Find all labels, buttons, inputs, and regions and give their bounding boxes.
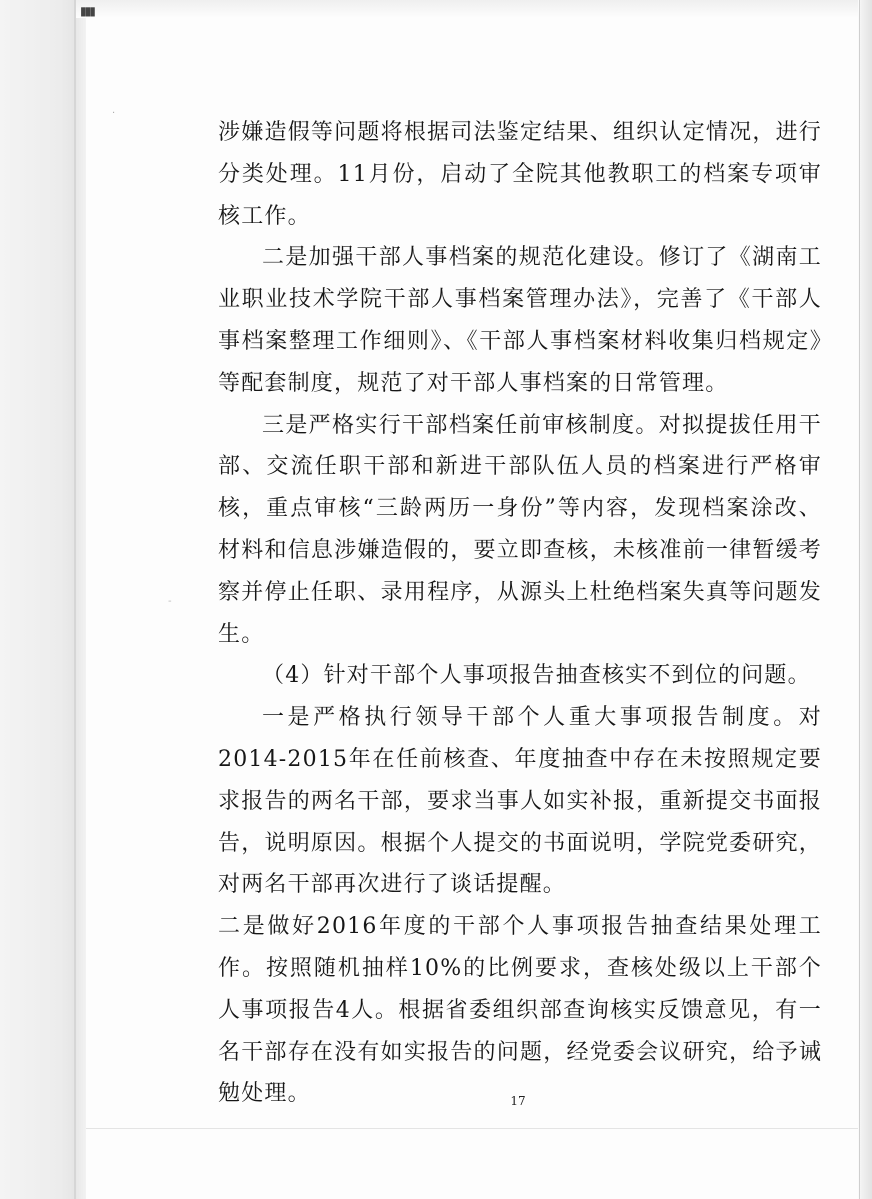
paragraph-2: 二是加强干部人事档案的规范化建设。修订了《湖南工业职业技术学院干部人事档案管理办法》，完善了《干部人事档案整理工作细则》、《干部人事档案材料收集归档规定》等配套制度，规范了对干部人事档案的日常管理。	[218, 245, 822, 396]
scan-right-edge	[858, 0, 872, 1199]
paragraph-6: 二是做好2016年度的干部个人事项报告抽查结果处理工作。按照随机抽样10%的比例要求，查核处级以上干部个人事项报告4人。根据省委组织部查询核实反馈意见，有一名干部存在没有如实报告的问题，经党委会议研究，给予诫勉处理。	[218, 914, 822, 1107]
scan-dash-icon: -	[168, 596, 172, 607]
scan-dot-icon: ·	[112, 108, 116, 119]
scan-bottom-line	[86, 1128, 858, 1129]
paragraph-3: 三是严格实行干部档案任前审核制度。对拟提拔任用干部、交流任职干部和新进干部队伍人员的档案进行严格审核，重点审核“三龄两历一身份”等内容，发现档案涂改、材料和信息涉嫌造假的，要立即查核，未核准前一律暂缓考察并停止任职、录用程序，从源头上杜绝档案失真等问题发生。	[218, 412, 822, 647]
paragraph-1: 涉嫌造假等问题将根据司法鉴定结果、组织认定情况，进行分类处理。11月份，启动了全院其他教职工的档案专项审核工作。	[218, 120, 822, 229]
scan-left-edge-line	[74, 0, 76, 1199]
scan-speck-icon: ▮▮▮	[80, 4, 94, 18]
paragraph-5: 一是严格执行领导干部个人重大事项报告制度。对2014-2015年在任前核查、年度抽查中存在未按照规定要求报告的两名干部，要求当事人如实补报，重新提交书面报告，说明原因。根据个人提交的书面说明，学院党委研究，对两名干部再次进行了谈话提醒。	[218, 705, 822, 898]
paragraph-4: （4）针对干部个人事项报告抽查核实不到位的问题。	[262, 663, 811, 689]
scan-right-edge-line	[859, 0, 860, 1199]
scan-top-shadow	[76, 0, 860, 18]
page-number: 17	[510, 1094, 526, 1108]
document-body	[218, 112, 822, 1115]
